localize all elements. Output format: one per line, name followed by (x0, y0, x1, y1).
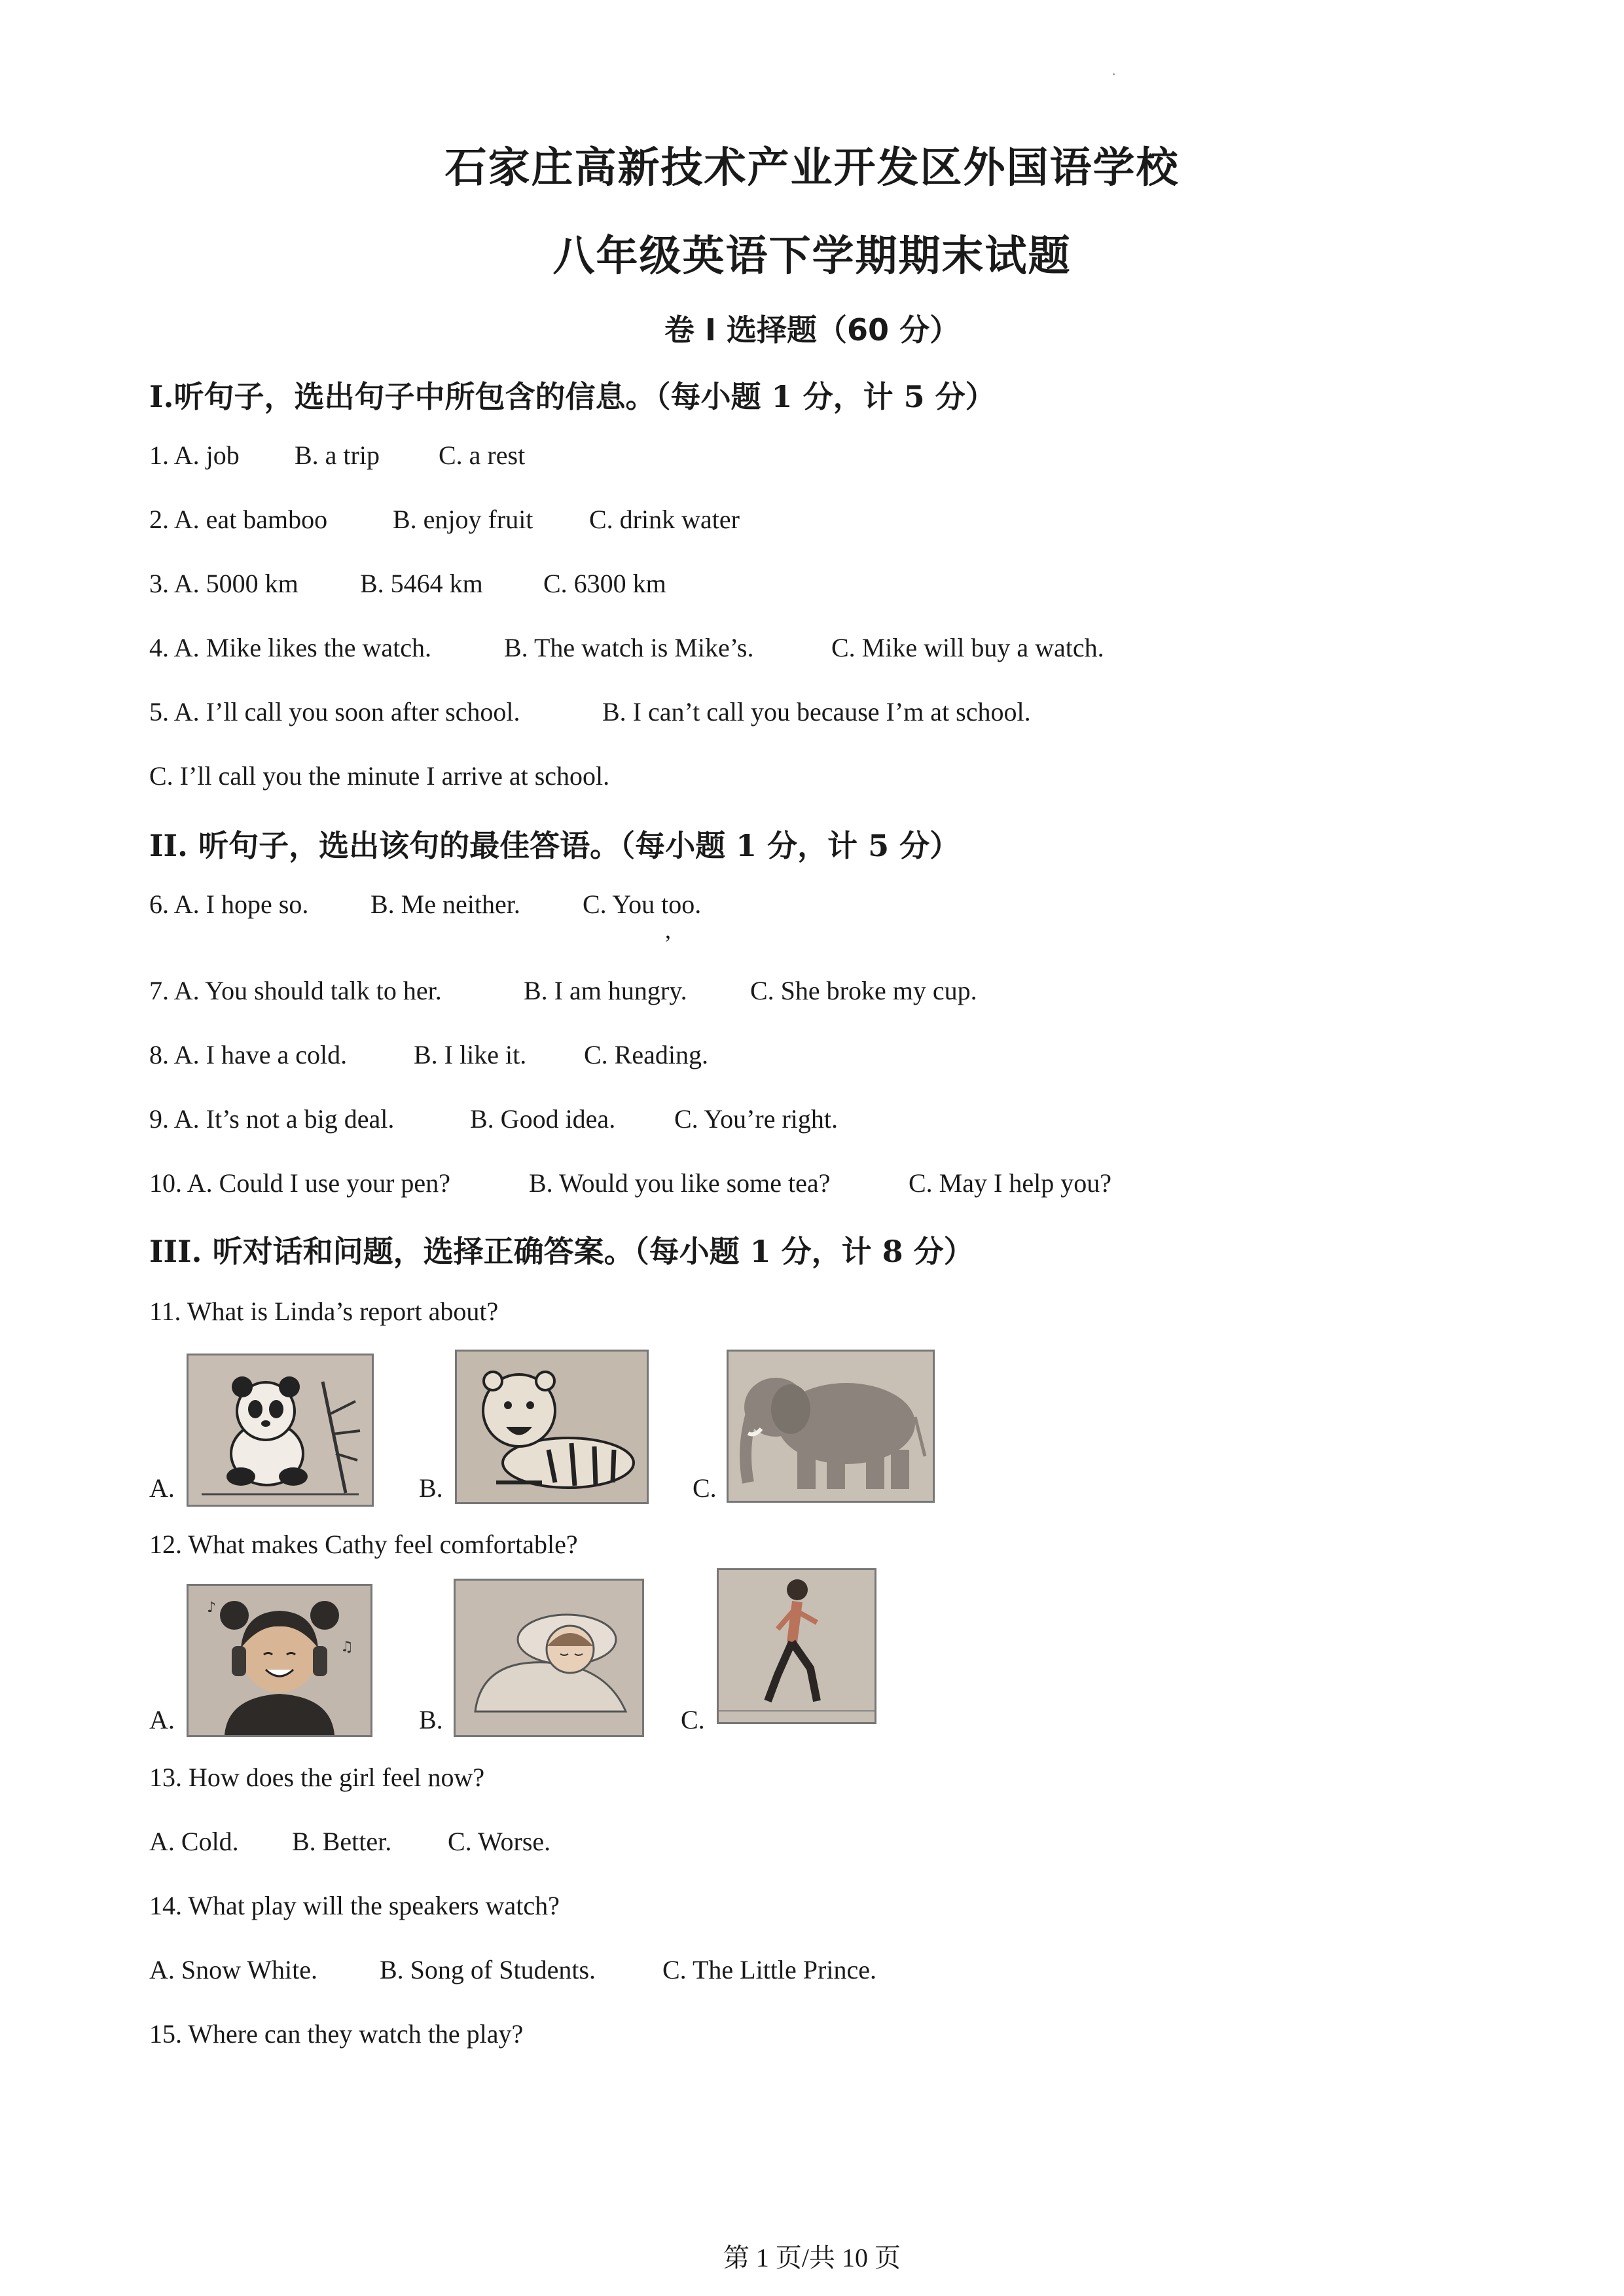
q5-option-a: 5. A. I’ll call you soon after school. (149, 697, 520, 726)
q10-option-b: B. Would you like some tea? (529, 1168, 831, 1198)
q12-label-c: C. (681, 1705, 705, 1734)
q10-option-a: 10. A. Could I use your pen? (149, 1168, 450, 1198)
q13-option-b: B. Better. (292, 1827, 392, 1856)
q5-option-c: C. I’ll call you the minute I arrive at school. (149, 761, 610, 791)
q1-option-b: B. a trip (295, 440, 380, 470)
q10-option-c: C. May I help you? (909, 1168, 1111, 1198)
section-2-heading: II. 听句子，选出该句的最佳答语。（每小题 1 分，计 5 分） (149, 828, 960, 863)
q12-label-b: B. (419, 1705, 443, 1734)
q3-option-c: C. 6300 km (543, 569, 666, 598)
q13-option-c: C. Worse. (448, 1827, 551, 1856)
school-title: 石家庄高新技术产业开发区外国语学校 (444, 144, 1180, 192)
q9-option-b: B. Good idea. (470, 1104, 616, 1134)
q1-option-a: 1. A. job (149, 440, 240, 470)
q6-option-b: B. Me neither. (370, 889, 520, 919)
q7-option-b: B. I am hungry. (524, 976, 687, 1005)
svg-text:♫: ♫ (340, 1639, 353, 1655)
question-15: 15. Where can they watch the play? (149, 2019, 524, 2049)
q3-option-a: 3. A. 5000 km (149, 569, 298, 598)
elephant-picture (727, 1350, 935, 1503)
q7-option-c: C. She broke my cup. (750, 976, 977, 1005)
q13-option-a: A. Cold. (149, 1827, 239, 1856)
tiger-picture (455, 1350, 649, 1504)
q6-option-c: C. You too. (583, 889, 702, 919)
q8-option-a: 8. A. I have a cold. (149, 1040, 348, 1069)
q8-option-b: B. I like it. (414, 1040, 527, 1069)
headphones-girl-icon (189, 1586, 370, 1735)
q4-option-a: 4. A. Mike likes the watch. (149, 633, 432, 662)
q4-option-b: B. The watch is Mike’s. (504, 633, 754, 662)
q2-option-b: B. enjoy fruit (393, 505, 533, 534)
q7-option-a: 7. A. You should talk to her. (149, 976, 442, 1005)
elephant-icon (729, 1352, 933, 1501)
section-1-heading: I.听句子，选出句子中所包含的信息。（每小题 1 分，计 5 分） (149, 379, 996, 414)
q1-option-c: C. a rest (439, 440, 526, 470)
panda-picture (187, 1354, 374, 1507)
sleeping-girl-icon (456, 1581, 642, 1735)
panda-icon (189, 1355, 372, 1505)
exam-title: 八年级英语下学期期末试题 (552, 232, 1072, 281)
girl-sleeping-picture (454, 1579, 644, 1737)
svg-text:♪: ♪ (207, 1600, 217, 1616)
question-11: 11. What is Linda’s report about? (149, 1297, 499, 1326)
q11-label-b: B. (419, 1473, 443, 1503)
q11-label-a: A. (149, 1473, 175, 1503)
girl-running-picture (717, 1568, 876, 1724)
running-girl-icon (719, 1570, 875, 1722)
q14-option-b: B. Song of Students. (380, 1955, 596, 1984)
q3-option-b: B. 5464 km (360, 569, 483, 598)
q2-option-c: C. drink water (589, 505, 740, 534)
tiger-icon (457, 1352, 647, 1502)
q9-option-a: 9. A. It’s not a big deal. (149, 1104, 395, 1134)
stray-comma: , (665, 917, 671, 943)
girl-with-headphones-picture (187, 1584, 372, 1737)
question-13: 13. How does the girl feel now? (149, 1763, 485, 1792)
q5-option-b: B. I can’t call you because I’m at school. (602, 697, 1031, 726)
part-title: 卷 I 选择题（60 分） (664, 312, 960, 348)
q6-option-a: 6. A. I hope so. (149, 889, 309, 919)
scan-speck (1113, 73, 1115, 75)
section-3-heading: III. 听对话和问题，选择正确答案。（每小题 1 分，计 8 分） (149, 1234, 974, 1269)
question-14: 14. What play will the speakers watch? (149, 1891, 560, 1920)
q4-option-c: C. Mike will buy a watch. (831, 633, 1104, 662)
q14-option-a: A. Snow White. (149, 1955, 318, 1984)
question-12: 12. What makes Cathy feel comfortable? (149, 1530, 578, 1559)
q12-label-a: A. (149, 1705, 175, 1734)
q8-option-c: C. Reading. (584, 1040, 708, 1069)
page-footer: 第 1 页/共 10 页 (723, 2243, 901, 2272)
q2-option-a: 2. A. eat bamboo (149, 505, 328, 534)
q11-label-c: C. (693, 1473, 717, 1503)
q9-option-c: C. You’re right. (674, 1104, 839, 1134)
q14-option-c: C. The Little Prince. (662, 1955, 876, 1984)
